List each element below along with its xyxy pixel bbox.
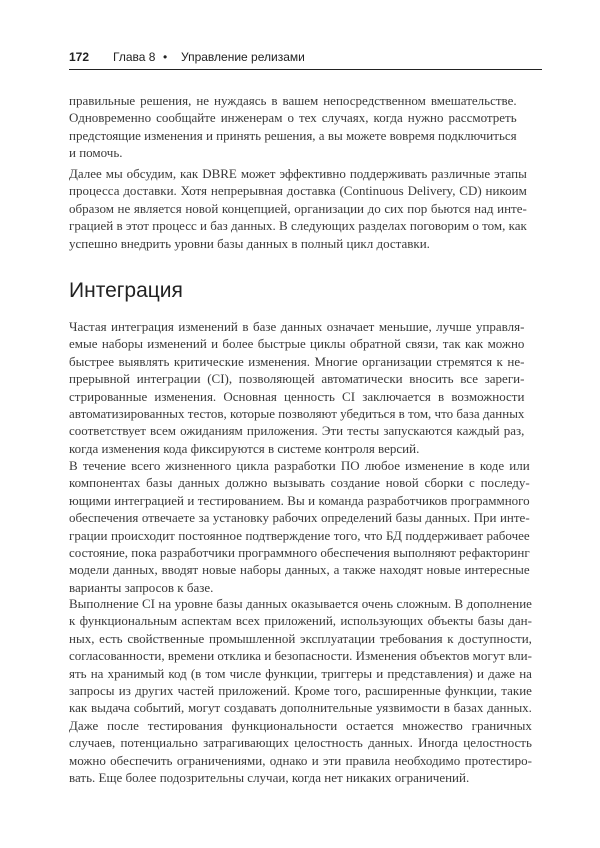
text-line: согласованности, времени отклика и безопасности. Изменения объектов могут вли- bbox=[69, 648, 532, 664]
text-line: запросы из других частей приложений. Кроме того, расширенные функции, такие bbox=[69, 683, 532, 699]
text-line: варианты запросов к базе. bbox=[69, 579, 214, 595]
running-header bbox=[69, 50, 542, 70]
text-line: быстрее выявлять критические изменения. Многие организации стремятся к не- bbox=[69, 353, 525, 369]
text-line: компонентах базы данных должно вызывать создание новой сборки с последу- bbox=[69, 475, 530, 491]
text-line: грацией в этот процесс и баз данных. В следующих разделах поговорим о том, как bbox=[69, 218, 527, 234]
text-line: предстоящие изменения и принять решения, а вы можете вовремя подключиться bbox=[69, 127, 517, 143]
text-line: к функциональным аспектам всех приложений, использующих объекты базы дан- bbox=[69, 613, 532, 629]
paragraph bbox=[69, 457, 530, 596]
text-line: Даже после тестирования функциональности остается множество граничных bbox=[69, 717, 532, 733]
text-line: можно обеспечить ограничениями, однако и эти правила необходимо протестиро- bbox=[69, 752, 532, 768]
text-line: прерывной интеграции (CI), позволяющей автоматически вносить все зареги- bbox=[69, 371, 525, 387]
text-line: образом не является новой концепцией, организации до сих пор бьются над инте- bbox=[69, 200, 527, 216]
text-line: модели данных, вводят новые наборы данных, а также находят новые интересные bbox=[69, 562, 530, 578]
text-line: емые наборы изменений и более быстрые циклы обратной связи, так как можно bbox=[69, 336, 525, 352]
text-line: соответствует всем ожиданиям приложения. Эти тесты запускаются каждый раз, bbox=[69, 423, 525, 439]
paragraph bbox=[69, 92, 517, 162]
text-line: успешно внедрить уровни базы данных в полный цикл доставки. bbox=[69, 235, 430, 251]
text-line: Далее мы обсудим, как DBRE может эффективно поддерживать различные этапы bbox=[69, 166, 527, 181]
chapter-title: Управление релизами bbox=[181, 50, 305, 64]
section-heading: Интеграция bbox=[69, 279, 183, 302]
text-line: ных, есть свойственные промышленной эксплуатации требования к доступности, bbox=[69, 630, 532, 646]
header-separator: • bbox=[163, 50, 168, 64]
text-line: ять на хранимый код (в том числе функции, триггеры и представления) и даже на bbox=[69, 665, 532, 681]
text-line: как выдача событий, могут создавать дополнительные уязвимости в базах данных. bbox=[69, 700, 532, 716]
text-line: состояние, пока разработчики программного обеспечения выполняют рефакторинг bbox=[69, 545, 530, 561]
text-line: Одновременно сообщайте инженерам о тех случаях, когда нужно рассмотреть bbox=[69, 110, 517, 126]
text-line: обеспечения отвечаете за установку рабочих определений базы данных. При инте- bbox=[69, 510, 530, 526]
text-line: ющими интеграцией и тестированием. Вы и команда разработчиков программного bbox=[69, 492, 530, 508]
text-line: когда изменения кода фиксируются в системе контроля версий. bbox=[69, 440, 420, 456]
text-line: Выполнение CI на уровне базы данных оказывается очень сложным. В дополнение bbox=[69, 596, 532, 611]
text-line: процесса доставки. Хотя непрерывная доставка (Continuous Delivery, CD) никоим bbox=[69, 183, 527, 199]
paragraph bbox=[69, 165, 527, 252]
paragraph bbox=[69, 318, 524, 457]
text-line: вать. Еще более подозрительны случаи, когда нет никаких ограничений. bbox=[69, 770, 470, 786]
chapter-label: Глава 8 bbox=[113, 50, 156, 64]
text-line: правильные решения, не нуждаясь в вашем непосредственном вмешательстве. bbox=[69, 93, 517, 108]
text-line: и помочь. bbox=[69, 145, 123, 161]
text-line: В течение всего жизненного цикла разработки ПО любое изменение в коде или bbox=[69, 458, 530, 473]
text-line: автоматизированных тестов, которые позволяют убедиться в том, что база данных bbox=[69, 406, 525, 422]
text-line: Частая интеграция изменений в базе данных означает меньшие, лучше управля- bbox=[69, 319, 525, 334]
text-line: грации происходит постоянное подтверждение того, что БД поддерживает рабочее bbox=[69, 527, 530, 543]
text-line: стрированные изменения. Основная ценность CI заключается в возможности bbox=[69, 388, 525, 404]
text-line: случаев, потенциально затрагивающих целостность данных. Иногда целостность bbox=[69, 735, 532, 751]
page-number: 172 bbox=[69, 50, 90, 64]
paragraph bbox=[69, 595, 532, 786]
